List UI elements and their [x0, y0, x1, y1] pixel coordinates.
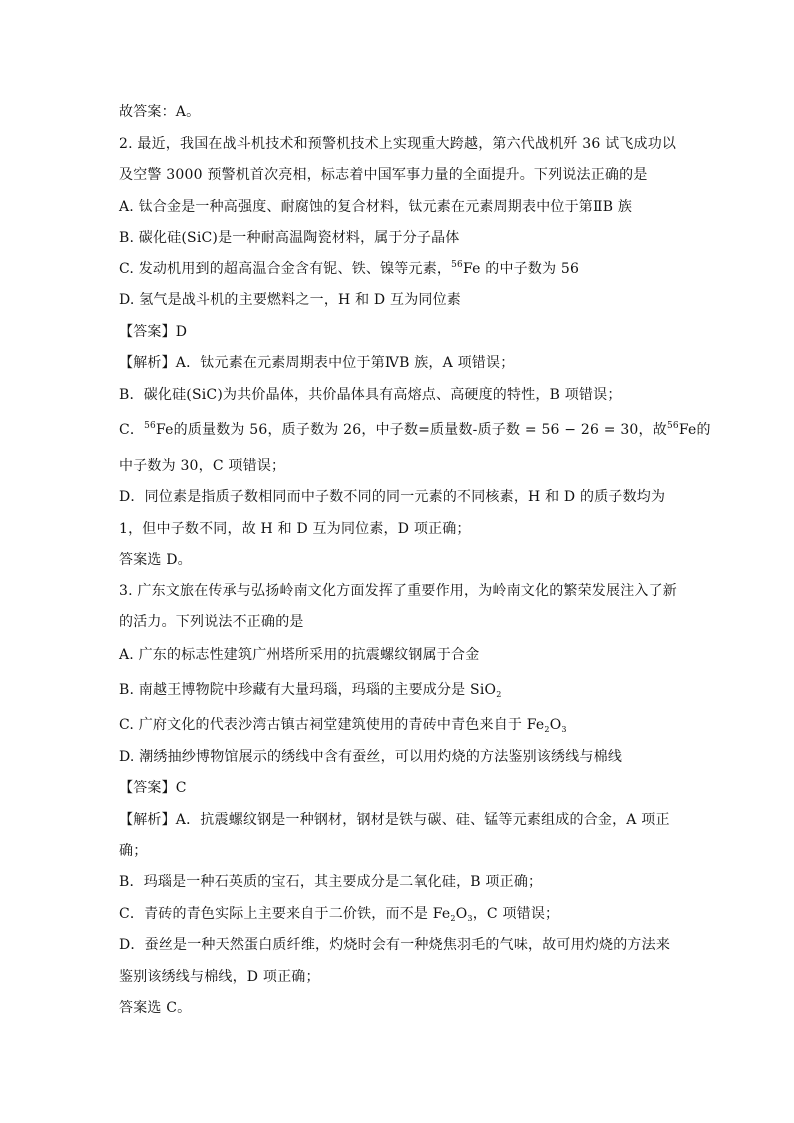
text-span: Fe的 — [678, 422, 711, 438]
subscript: 3 — [561, 725, 567, 734]
text-line: 故答案：A。 — [119, 104, 201, 120]
text-span: C. 广府文化的代表沙湾古镇古祠堂建筑使用的青砖中青色来自于 Fe — [119, 717, 545, 733]
question-3-stem-line-1: 3. 广东文旅在传承与弘扬岭南文化方面发挥了重要作用，为岭南文化的繁荣发展注入了新 — [119, 583, 678, 599]
question-3-analysis-line-4 — [119, 905, 559, 923]
text-span: C．青砖的青色实际上主要来自于二价铁，而不是 Fe — [119, 906, 451, 922]
subscript: 2 — [450, 914, 456, 923]
question-3-option-c — [119, 716, 567, 734]
text-span: O — [549, 717, 562, 733]
superscript: 56 — [666, 421, 679, 431]
question-2-option-c — [119, 260, 579, 278]
question-3-analysis-line-5: D．蚕丝是一种天然蛋白质纤维，灼烧时会有一种烧焦羽毛的气味，故可用灼烧的方法来 — [119, 937, 671, 953]
question-2-stem-line-1: 2. 最近，我国在战斗机技术和预警机技术上实现重大跨越，第六代战机歼 36 试飞成功以 — [119, 136, 677, 152]
question-2-answer: 【答案】D — [119, 324, 188, 340]
subscript: 3 — [467, 914, 473, 923]
question-3-analysis-line-3: B．玛瑙是一种石英质的宝石，其主要成分是二氧化硅，B 项正确； — [119, 874, 543, 890]
question-2-stem-line-2: 及空警 3000 预警机首次亮相，标志着中国军事力量的全面提升。下列说法正确的是 — [119, 167, 648, 183]
text-span: Fe的质量数为 56，质子数为 26，中子数=质量数-质子数 = 56 − 26 = 30，故 — [155, 422, 667, 438]
text-span: C． — [119, 422, 145, 438]
question-3-analysis-line-1: 【解析】A．抗震螺纹钢是一种钢材，钢材是铁与碳、硅、锰等元素组成的合金，A 项正 — [119, 812, 670, 828]
question-2-analysis-line-2: B．碳化硅(SiC)为共价晶体，共价晶体具有高熔点、高硬度的特性，B 项错误； — [119, 387, 622, 403]
question-2-analysis-line-6: 1，但中子数不同，故 H 和 D 互为同位素，D 项正确； — [119, 521, 471, 537]
question-2-conclusion: 答案选 D。 — [119, 552, 192, 568]
question-3-analysis-line-2: 确； — [119, 843, 148, 859]
question-2-analysis-line-5: D．同位素是指质子数相同而中子数不同的同一元素的不同核素，H 和 D 的质子数均为 — [119, 489, 666, 505]
text-span: C. 发动机用到的超高温合金含有铌、铁、镍等元素， — [119, 261, 452, 277]
question-3-option-d: D. 潮绣抽纱博物馆展示的绣线中含有蚕丝，可以用灼烧的方法鉴别该绣线与棉线 — [119, 749, 623, 765]
superscript: 56 — [451, 260, 463, 270]
question-3-option-b — [119, 681, 501, 699]
question-2-option-d: D. 氢气是战斗机的主要燃料之一，H 和 D 互为同位素 — [119, 292, 462, 308]
question-3-analysis-line-6: 鉴别该绣线与棉线，D 项正确； — [119, 969, 320, 985]
question-3-option-a: A. 广东的标志性建筑广州塔所采用的抗震螺纹钢属于合金 — [119, 647, 480, 663]
subscript: 2 — [544, 725, 550, 734]
question-3-conclusion: 答案选 C。 — [119, 1000, 192, 1016]
question-2-analysis-line-4: 中子数为 30，C 项错误； — [119, 458, 286, 474]
question-2-analysis-line-3 — [119, 421, 711, 439]
question-2-analysis-line-1: 【解析】A．钛元素在元素周期表中位于第ⅣB 族，A 项错误； — [119, 355, 515, 371]
question-3-answer: 【答案】C — [119, 780, 187, 796]
text-span: O — [455, 906, 468, 922]
text-span: Fe 的中子数为 56 — [462, 261, 580, 277]
subscript: 2 — [496, 690, 502, 699]
text-span: B. 南越王博物院中珍藏有大量玛瑙，玛瑙的主要成分是 SiO — [119, 682, 497, 698]
superscript: 56 — [144, 421, 156, 431]
question-3-stem-line-2: 的活力。下列说法不正确的是 — [119, 614, 304, 630]
text-span: ，C 项错误； — [472, 906, 560, 922]
question-2-option-a: A. 钛合金是一种高强度、耐腐蚀的复合材料，钛元素在元素周期表中位于第ⅡB 族 — [119, 199, 633, 215]
question-2-option-b: B. 碳化硅(SiC)是一种耐高温陶瓷材料，属于分子晶体 — [119, 230, 460, 246]
